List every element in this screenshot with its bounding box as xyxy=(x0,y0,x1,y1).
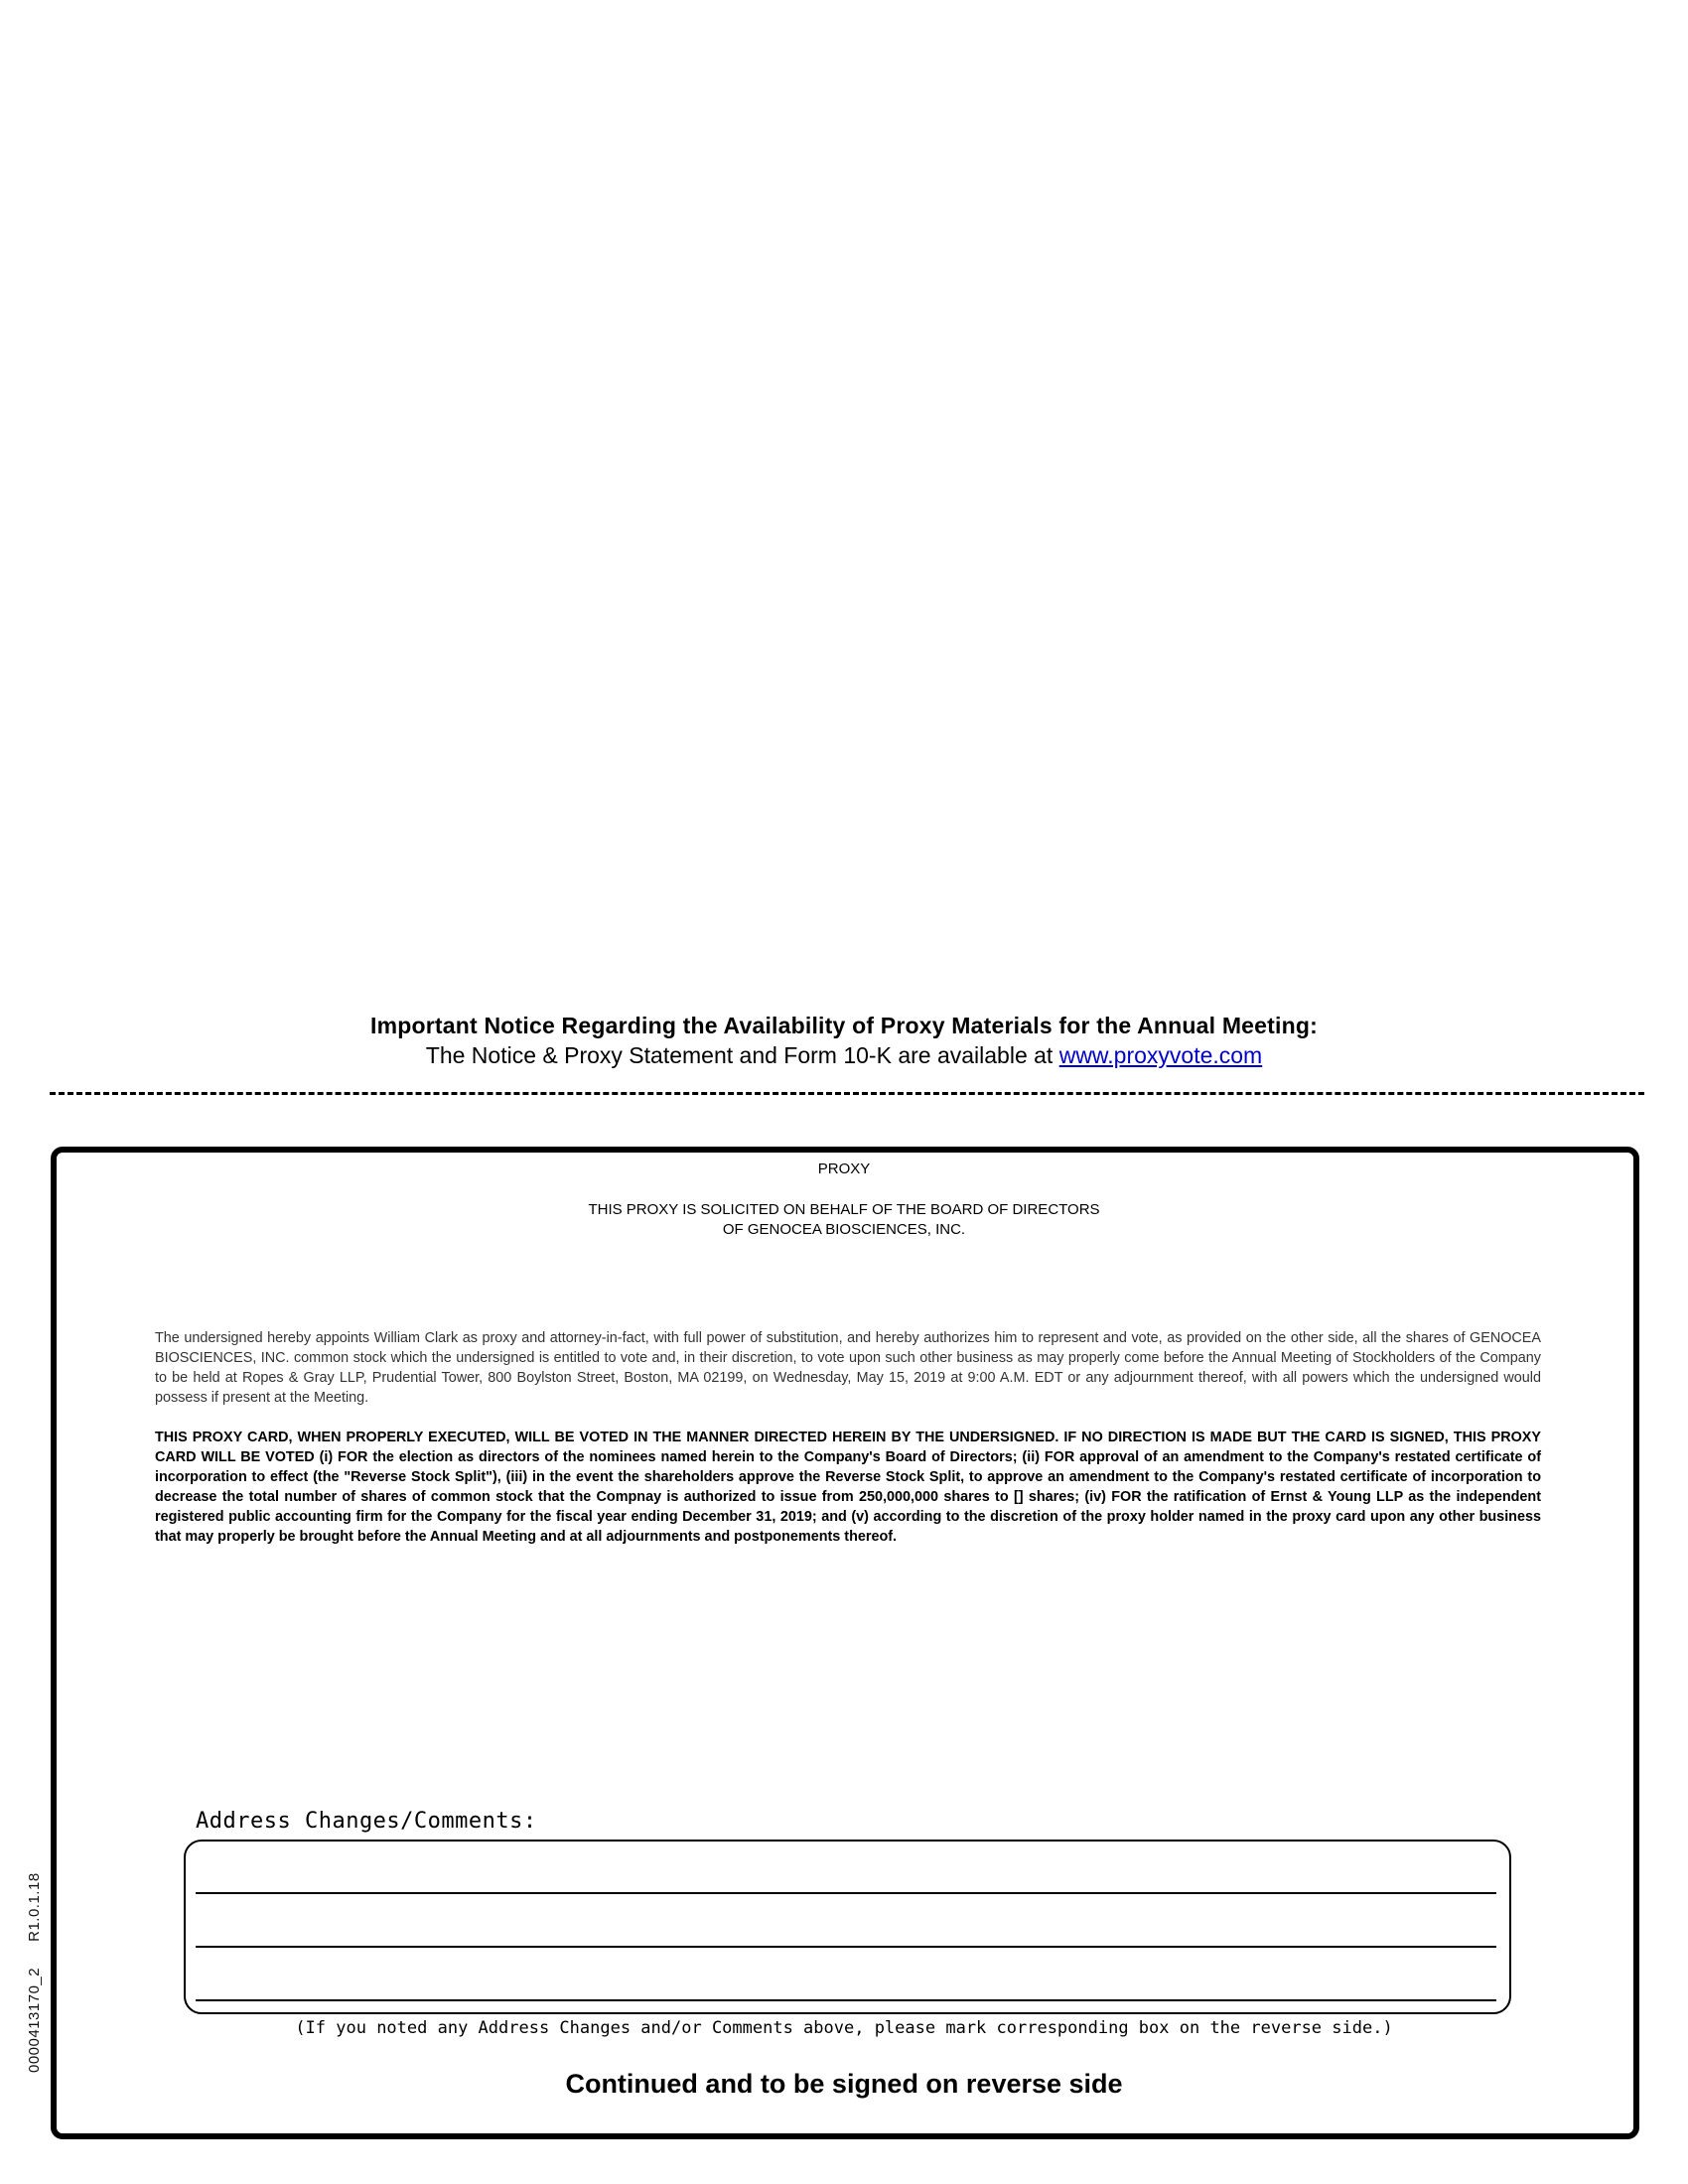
proxy-heading: PROXY xyxy=(817,1160,871,1177)
address-write-line xyxy=(196,1999,1496,2001)
notice-line-text: The Notice & Proxy Statement and Form 10-K are available at xyxy=(425,1042,1059,1068)
continued-reverse-note: Continued and to be signed on reverse side xyxy=(565,2069,1123,2099)
availability-notice xyxy=(0,1011,1688,1070)
cut-line-divider xyxy=(50,1092,1644,1095)
address-comments-box[interactable] xyxy=(184,1840,1511,2014)
side-document-code xyxy=(26,1846,43,2073)
appointment-paragraph: The undersigned hereby appoints William Clark as proxy and attorney-in-fact, with full power of substitution, and hereby authorizes him to represent and vote, as provided on the other side, all the shares of GENOCEA BIOSCIENCES, INC. common stock which the undersigned is entitled to vote and, in their discretion, to vote upon such other business as may properly come before the Annual Meeting of Stockholders of the Company to be held at Ropes & Gray LLP, Prudential Tower, 800 Boylston Street, Boston, MA 02199, on Wednesday, May 15, 2019 at 9:00 A.M. EDT or any adjournment thereof, with all powers which the undersigned would possess if present at the Meeting. xyxy=(155,1330,1541,1406)
address-changes-note: (If you noted any Address Changes and/or Comments above, please mark corresponding box on the reverse side.) xyxy=(295,2018,1393,2038)
voting-direction-paragraph: THIS PROXY CARD, WHEN PROPERLY EXECUTED, WILL BE VOTED IN THE MANNER DIRECTED HEREIN BY THE UNDERSIGNED. IF NO DIRECTION IS MADE BUT THE CARD IS SIGNED, THIS PROXY CARD WILL BE VOTED (i) FOR the election as directors of the nominees named herein to the Company's Board of Directors; (ii) FOR approval of an amendment to the Company's restated certificate of incorporation to effect (the "Reverse Stock Split"), (iii) in the event the shareholders approve the Reverse Stock Split, to approve an amendment to the Company's restated certificate of incorporation to decrease the total number of shares of common stock that the Compnay is authorized to issue from 250,000,000 shares to [] shares; (iv) FOR the ratification of Ernst & Young LLP as the independent registered public accounting firm for the Company for the fiscal year ending December 31, 2019; and (v) according to the discretion of the proxy holder named in the proxy card upon any other business that may properly be brought before the Annual Meeting and at all adjournments and postponements thereof. xyxy=(155,1430,1541,1545)
address-write-line xyxy=(196,1892,1496,1894)
revision-code: R1.0.1.18 xyxy=(26,1872,43,1942)
solicitation-statement xyxy=(0,1200,1688,1240)
solicitation-line-1: THIS PROXY IS SOLICITED ON BEHALF OF THE BOARD OF DIRECTORS xyxy=(588,1201,1100,1218)
address-write-line xyxy=(196,1946,1496,1948)
notice-line xyxy=(0,1040,1688,1070)
address-changes-label: Address Changes/Comments: xyxy=(196,1809,537,1834)
document-id: 0000413170_2 xyxy=(26,1967,43,2073)
solicitation-line-2: OF GENOCEA BIOSCIENCES, INC. xyxy=(722,1221,966,1238)
proxyvote-link[interactable]: www.proxyvote.com xyxy=(1058,1042,1263,1068)
notice-title: Important Notice Regarding the Availability of Proxy Materials for the Annual Meeting: xyxy=(370,1013,1318,1038)
